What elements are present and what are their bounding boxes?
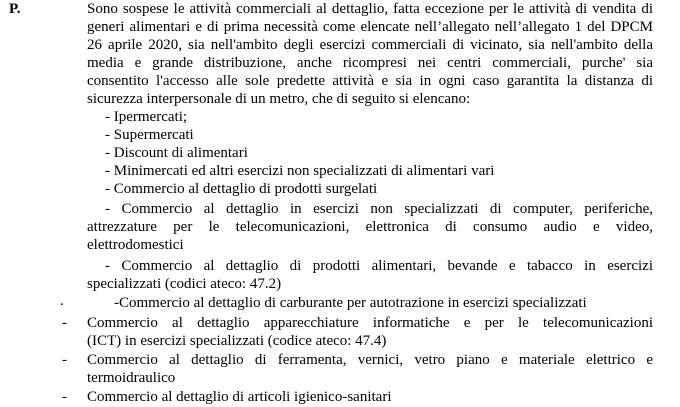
list-item: - Minimercati ed altri esercizi non specializzati di alimentari vari — [105, 163, 495, 179]
intro-line: 26 aprile 2020, sia nell'ambito degli esercizi commerciali di vicinato, sia nell'ambito della — [87, 37, 653, 53]
list-item: - Commercio al dettaglio in esercizi non specializzati di computer, periferiche, — [105, 201, 653, 217]
list-item-continuation: elettrodomestici — [87, 237, 184, 253]
fuel-item: -Commercio al dettaglio di carburante per autotrazione in esercizi specializzati — [114, 295, 587, 311]
intro-line: generi alimentari e di prima necessità come elencate nell’allegato nell’allegato 1 del DPCM — [87, 19, 653, 35]
list-item: - Ipermercati; — [105, 109, 188, 125]
intro-line: consentito l'accesso alle sole predette attività e sia in ogni caso garantita la distanza di — [87, 73, 653, 89]
dash-marker: - — [62, 389, 67, 405]
intro-line: Sono sospese le attività commerciali al dettaglio, fatta eccezione per le attività di vendita di — [87, 1, 653, 17]
section-marker: P. — [9, 1, 21, 17]
dot-marker: . — [60, 293, 64, 309]
dash-item-continuation: (ICT) in esercizi specializzati (codice ateco: 47.4) — [87, 333, 387, 349]
list-item: - Supermercati — [105, 127, 194, 143]
list-item-continuation: specializzati (codici ateco: 47.2) — [87, 276, 282, 292]
dash-item: Commercio al dettaglio di articoli igienico-sanitari — [87, 389, 392, 405]
list-item-continuation: attrezzature per le telecomunicazioni, elettronica di consumo audio e video, — [87, 219, 653, 235]
dash-marker: - — [62, 352, 67, 368]
dash-item-continuation: termoidraulico — [87, 370, 176, 386]
dash-item: Commercio al dettaglio apparecchiature informatiche e per le telecomunicazioni — [87, 315, 653, 331]
intro-line: sicurezza interpersonale di un metro, che di seguito si elencano: — [87, 91, 471, 107]
list-item: - Commercio al dettaglio di prodotti surgelati — [105, 181, 378, 197]
dash-marker: - — [62, 315, 67, 331]
list-item: - Commercio al dettaglio di prodotti alimentari, bevande e tabacco in esercizi — [105, 258, 653, 274]
intro-line: media e grande distribuzione, anche ricompresi nei centri commerciali, purche' sia — [87, 55, 653, 71]
list-item: - Discount di alimentari — [105, 145, 248, 161]
dash-item: Commercio al dettaglio di ferramenta, vernici, vetro piano e materiale elettrico e — [87, 352, 653, 368]
